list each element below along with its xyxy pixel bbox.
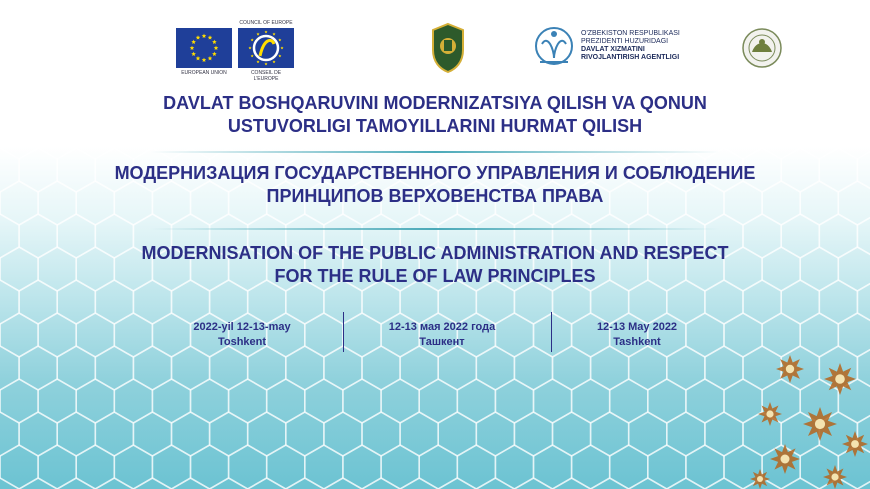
date-russian — [342, 320, 542, 350]
title-russian — [0, 162, 870, 208]
date-separator — [343, 312, 344, 352]
coe-caption-top: COUNCIL OF EUROPE — [239, 20, 293, 26]
eu-flag-icon — [176, 28, 232, 68]
divider — [150, 228, 720, 230]
title-english — [0, 242, 870, 288]
title-line: МОДЕРНИЗАЦИЯ ГОСУДАРСТВЕННОГО УПРАВЛЕНИЯ И СОБЛЮДЕНИЕ — [114, 163, 756, 183]
event-city: Ташкент — [419, 336, 465, 348]
title-line: MODERNISATION OF THE PUBLIC ADMINISTRATION AND RESPECT — [141, 243, 729, 263]
event-city: Toshkent — [217, 336, 267, 348]
bird-emblem-icon — [532, 20, 576, 74]
event-date: 12-13 мая 2022 года — [388, 321, 496, 333]
title-uzbek — [0, 92, 870, 138]
agency-name — [581, 30, 691, 62]
title-line: DAVLAT BOSHQARUVINI MODERNIZATSIYA QILISH VA QONUN — [163, 93, 707, 113]
event-date: 2022-yil 12-13-may — [193, 321, 291, 333]
agency-line: PREZIDENTI HUZURIDAGI — [581, 38, 669, 45]
event-dates — [0, 320, 870, 358]
eu-caption: EUROPEAN UNION — [181, 70, 227, 76]
title-line: USTUVORLIGI TAMOYILLARINI HURMAT QILISH — [227, 116, 643, 136]
agency-line: O'ZBEKISTON RESPUBLIKASI — [581, 30, 680, 37]
logo-row — [0, 18, 870, 82]
coe-caption-bottom: CONSEIL DE L'EUROPE — [250, 70, 282, 82]
date-uzbek — [142, 320, 342, 350]
event-date: 12-13 May 2022 — [596, 321, 678, 333]
title-line: ПРИНЦИПОВ ВЕРХОВЕНСТВА ПРАВА — [266, 186, 604, 206]
title-line: FOR THE RULE OF LAW PRINCIPLES — [274, 266, 596, 286]
date-english — [537, 320, 737, 350]
agency-line: DAVLAT XIZMATINI — [581, 46, 645, 53]
event-city: Tashkent — [613, 336, 661, 348]
shield-emblem-icon — [430, 22, 466, 74]
round-seal-emblem-icon — [740, 22, 784, 74]
divider — [150, 151, 720, 153]
date-separator — [551, 312, 552, 352]
council-of-europe-logo-icon — [238, 28, 294, 68]
agency-line: RIVOJLANTIRISH AGENTLIGI — [581, 54, 680, 61]
